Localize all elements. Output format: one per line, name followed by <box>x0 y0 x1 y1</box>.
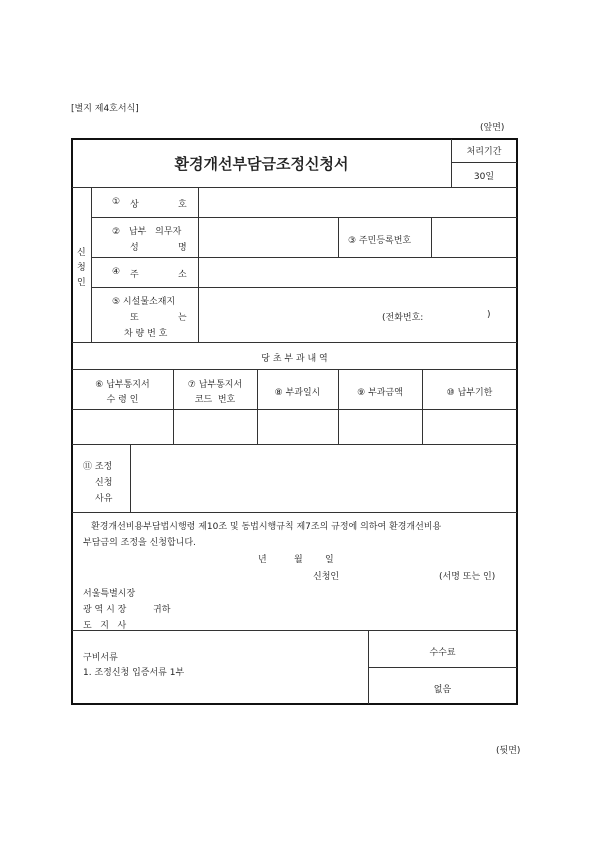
resident-number-field[interactable] <box>433 219 516 256</box>
applicant-signature-label: 신청인 <box>313 572 340 582</box>
declaration-text-line1: 환경개선비용부담법시행령 제10조 및 동법시행규칙 제7조의 규정에 의하여 환경개선비용 <box>91 522 442 532</box>
imposition-due-date-field[interactable] <box>424 411 516 443</box>
fee-value: 없음 <box>433 685 452 695</box>
imposition-column-amount: ⑨ 부과금액 <box>357 388 403 398</box>
resident-number-label: ③ 주민등록번호 <box>348 236 412 246</box>
imposition-column-date: ⑧ 부과일시 <box>274 388 321 398</box>
trade-name-field[interactable] <box>200 189 516 216</box>
signature-or-seal-label: (서명 또는 인) <box>439 572 496 582</box>
recipient-governor: 도 지 사 <box>83 621 127 631</box>
applicant-section-label-1: 신 <box>77 248 86 258</box>
processing-period-value: 30일 <box>473 172 495 182</box>
declaration-text-line2: 부담금의 조정을 신청합니다. <box>83 538 196 548</box>
applicant-section-label-3: 인 <box>77 278 86 288</box>
processing-period-label: 처리기간 <box>466 147 502 157</box>
imposition-amount-field[interactable] <box>340 411 421 443</box>
back-side-label: (뒷면) <box>496 746 521 756</box>
required-documents-label: 구비서류 <box>83 653 118 663</box>
form-title: 환경개선부담금조정신청서 <box>174 155 349 173</box>
payer-name-field[interactable] <box>200 219 337 256</box>
phone-label: (전화번호: <box>382 313 424 323</box>
phone-close-paren: ) <box>487 310 491 320</box>
recipient-honorific: 귀하 <box>153 605 171 615</box>
original-imposition-header: 당 초 부 과 내 역 <box>261 354 328 364</box>
front-side-label: (앞면) <box>480 123 505 133</box>
adjustment-reason-field[interactable] <box>132 446 516 511</box>
imposition-code-field[interactable] <box>175 411 256 443</box>
imposition-column-due-date: ⑩ 납부기한 <box>446 388 493 398</box>
recipient-metropolitan-mayor: 광 역 시 장 <box>83 605 127 615</box>
imposition-recipient-field[interactable] <box>73 411 172 443</box>
facility-location-field[interactable] <box>200 289 516 341</box>
applicant-signature-field[interactable] <box>345 565 433 581</box>
recipient-seoul-mayor: 서울특별시장 <box>83 589 136 599</box>
imposition-date-field[interactable] <box>259 411 337 443</box>
required-documents-item: 1. 조정신청 입증서류 1부 <box>83 668 185 678</box>
form-number: [별지 제4호서식] <box>71 104 139 114</box>
applicant-section-label-2: 청 <box>77 263 86 273</box>
address-field[interactable] <box>200 259 516 286</box>
fee-label: 수수료 <box>429 648 456 658</box>
